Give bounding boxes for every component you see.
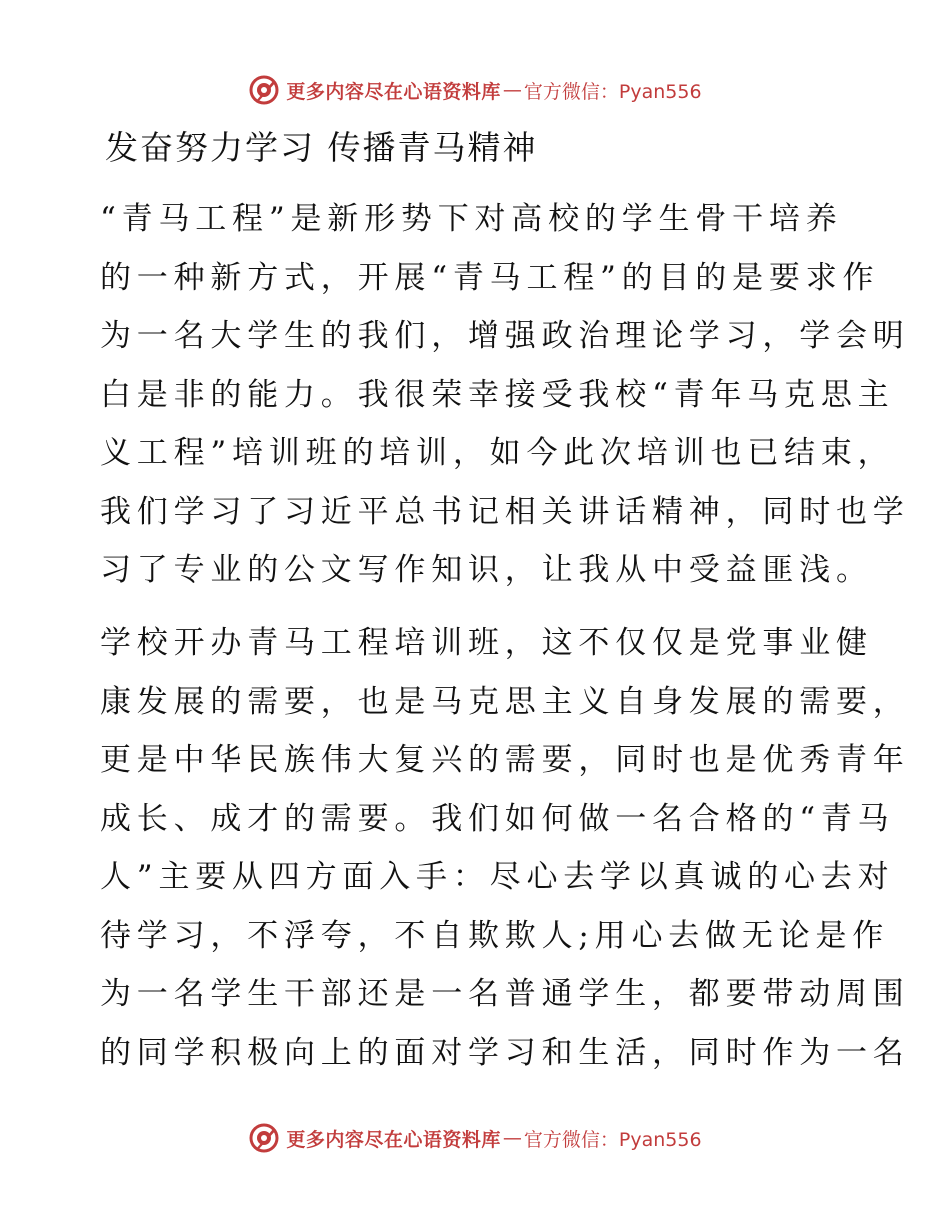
- paragraph-line: 康发展的需要，也是马克思主义自身发展的需要，: [100, 683, 910, 720]
- quill-logo-icon: [248, 74, 280, 106]
- paragraph-line: 学校开办青马工程培训班，这不仅仅是党事业健: [100, 625, 873, 661]
- paragraph-line: 我们学习了习近平总书记相关讲话精神，同时也学: [100, 493, 910, 530]
- watermark-wechat-text: 官方微信：Pyan556: [523, 80, 702, 103]
- quill-logo-icon: [248, 1122, 280, 1154]
- paragraph-line: 为一名大学生的我们，增强政治理论学习，学会明: [100, 318, 910, 354]
- watermark-wechat-text: 官方微信：Pyan556: [523, 1128, 702, 1151]
- header-watermark: [0, 70, 950, 110]
- paragraph-line: 的同学积极向上的面对学习和生活，同时作为一名: [100, 1034, 910, 1071]
- paragraph-line: 的一种新方式，开展“青马工程”的目的是要求作: [100, 259, 880, 296]
- watermark-dash: —: [502, 1127, 522, 1149]
- paragraph-line: 更是中华民族伟大复兴的需要，同时也是优秀青年: [100, 742, 910, 778]
- watermark-main-text: 更多内容尽在心语资料库: [286, 1128, 501, 1151]
- paragraph-line: 人”主要从四方面入手：尽心去学以真诚的心去对: [100, 859, 895, 895]
- paragraph-line: “青马工程”是新形势下对高校的学生骨干培养: [100, 201, 843, 237]
- paragraph-line: 为一名学生干部还是一名普通学生，都要带动周围: [100, 976, 910, 1012]
- paragraph-line: 白是非的能力。我很荣幸接受我校“青年马克思主: [100, 376, 895, 413]
- paragraph-1: [100, 190, 910, 600]
- paragraph-line: 待学习，不浮夸，不自欺欺人;用心去做无论是作: [100, 917, 890, 954]
- watermark-main-text: 更多内容尽在心语资料库: [286, 80, 501, 103]
- watermark-dash: —: [502, 79, 522, 101]
- paragraph-line: 习了专业的公文写作知识，让我从中受益匪浅。: [100, 552, 873, 588]
- paragraph-2: [100, 614, 910, 1082]
- document-title: 发奋努力学习 传播青马精神: [105, 128, 538, 167]
- footer-watermark: [0, 1118, 950, 1158]
- paragraph-line: 成长、成才的需要。我们如何做一名合格的“青马: [100, 800, 895, 837]
- paragraph-line: 义工程”培训班的培训，如今此次培训也已结束，: [100, 435, 895, 471]
